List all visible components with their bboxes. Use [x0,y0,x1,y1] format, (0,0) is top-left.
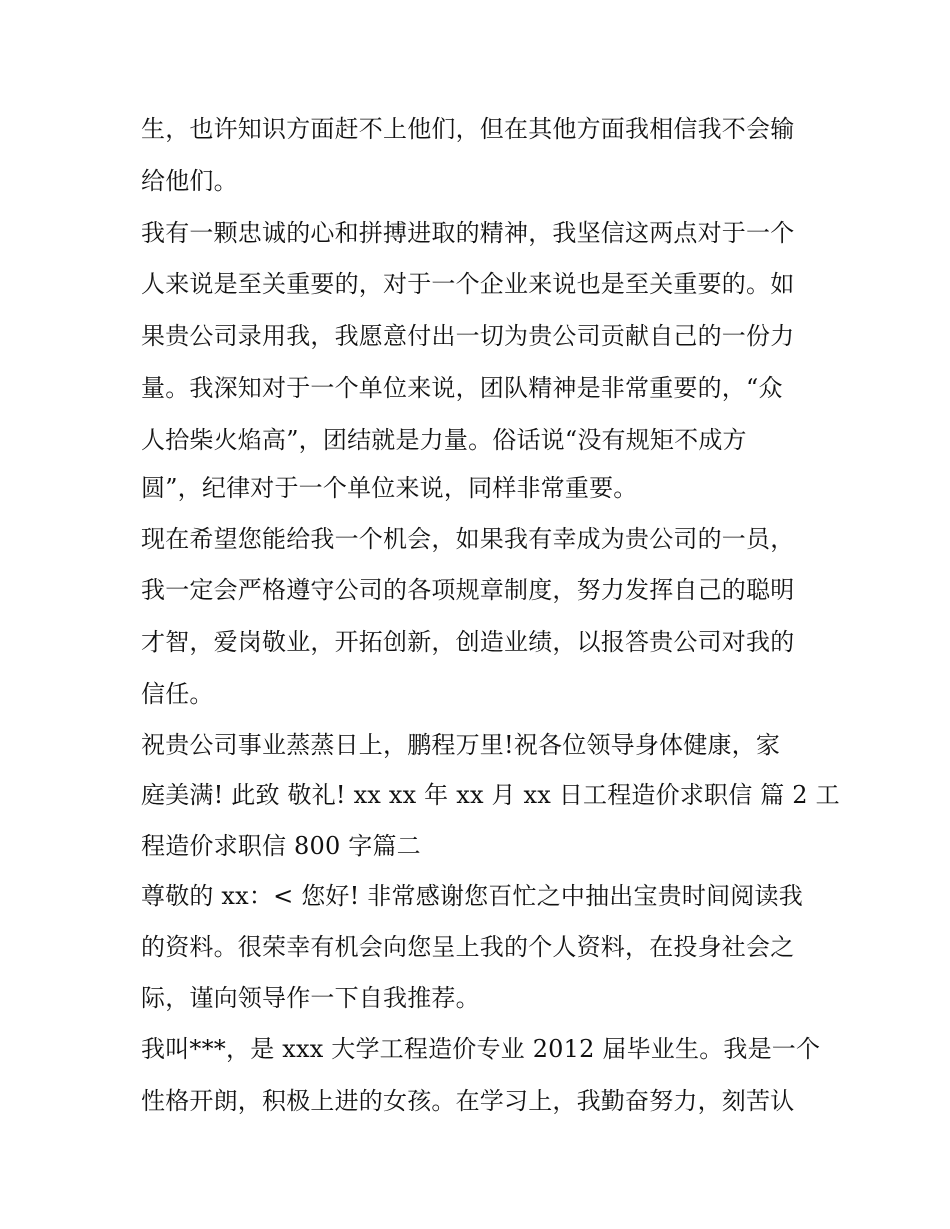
text-line-9: 现在希望您能给我一个机会，如果我有幸成为贵公司的一员， [141,525,795,553]
text-line-19: 我叫***，是 xxx 大学工程造价专业 2012 届毕业生。我是一个 [141,1035,821,1063]
text-line-13: 祝贵公司事业蒸蒸日上，鹏程万里!祝各位领导身体健康，家 [141,731,781,759]
text-line-7: 人拾柴火焰高”，团结就是力量。俗话说“没有规矩不成方 [141,426,747,454]
text-line-1: 生，也许知识方面赶不上他们，但在其他方面我相信我不会输 [141,115,795,143]
text-line-14: 庭美满! 此致 敬礼! xx xx 年 xx 月 xx 日工程造价求职信 篇 2 工 [141,781,840,809]
text-line-6: 量。我深知对于一个单位来说，团队精神是非常重要的，“众 [141,374,783,402]
text-line-18: 际，谨向领导作一下自我推荐。 [141,984,480,1012]
text-line-15: 程造价求职信 800 字篇二 [141,832,421,860]
text-line-4: 人来说是至关重要的，对于一个企业来说也是至关重要的。如 [141,270,795,298]
text-line-2: 给他们。 [141,167,238,195]
text-line-20: 性格开朗，积极上进的女孩。在学习上，我勤奋努力，刻苦认 [141,1087,795,1115]
text-line-10: 我一定会严格遵守公司的各项规章制度，努力发挥自己的聪明 [141,576,795,604]
text-line-12: 信任。 [141,680,214,708]
text-line-11: 才智，爱岗敬业，开拓创新，创造业绩，以报答贵公司对我的 [141,628,795,656]
text-line-17: 的资料。很荣幸有机会向您呈上我的个人资料，在投身社会之 [141,933,795,961]
text-line-8: 圆”，纪律对于一个单位来说，同样非常重要。 [141,474,638,502]
text-line-5: 果贵公司录用我，我愿意付出一切为贵公司贡献自己的一份力 [141,322,795,350]
text-line-16: 尊敬的 xx：< 您好! 非常感谢您百忙之中抽出宝贵时间阅读我 [141,882,803,910]
text-line-3: 我有一颗忠诚的心和拼搏进取的精神，我坚信这两点对于一个 [141,219,795,247]
